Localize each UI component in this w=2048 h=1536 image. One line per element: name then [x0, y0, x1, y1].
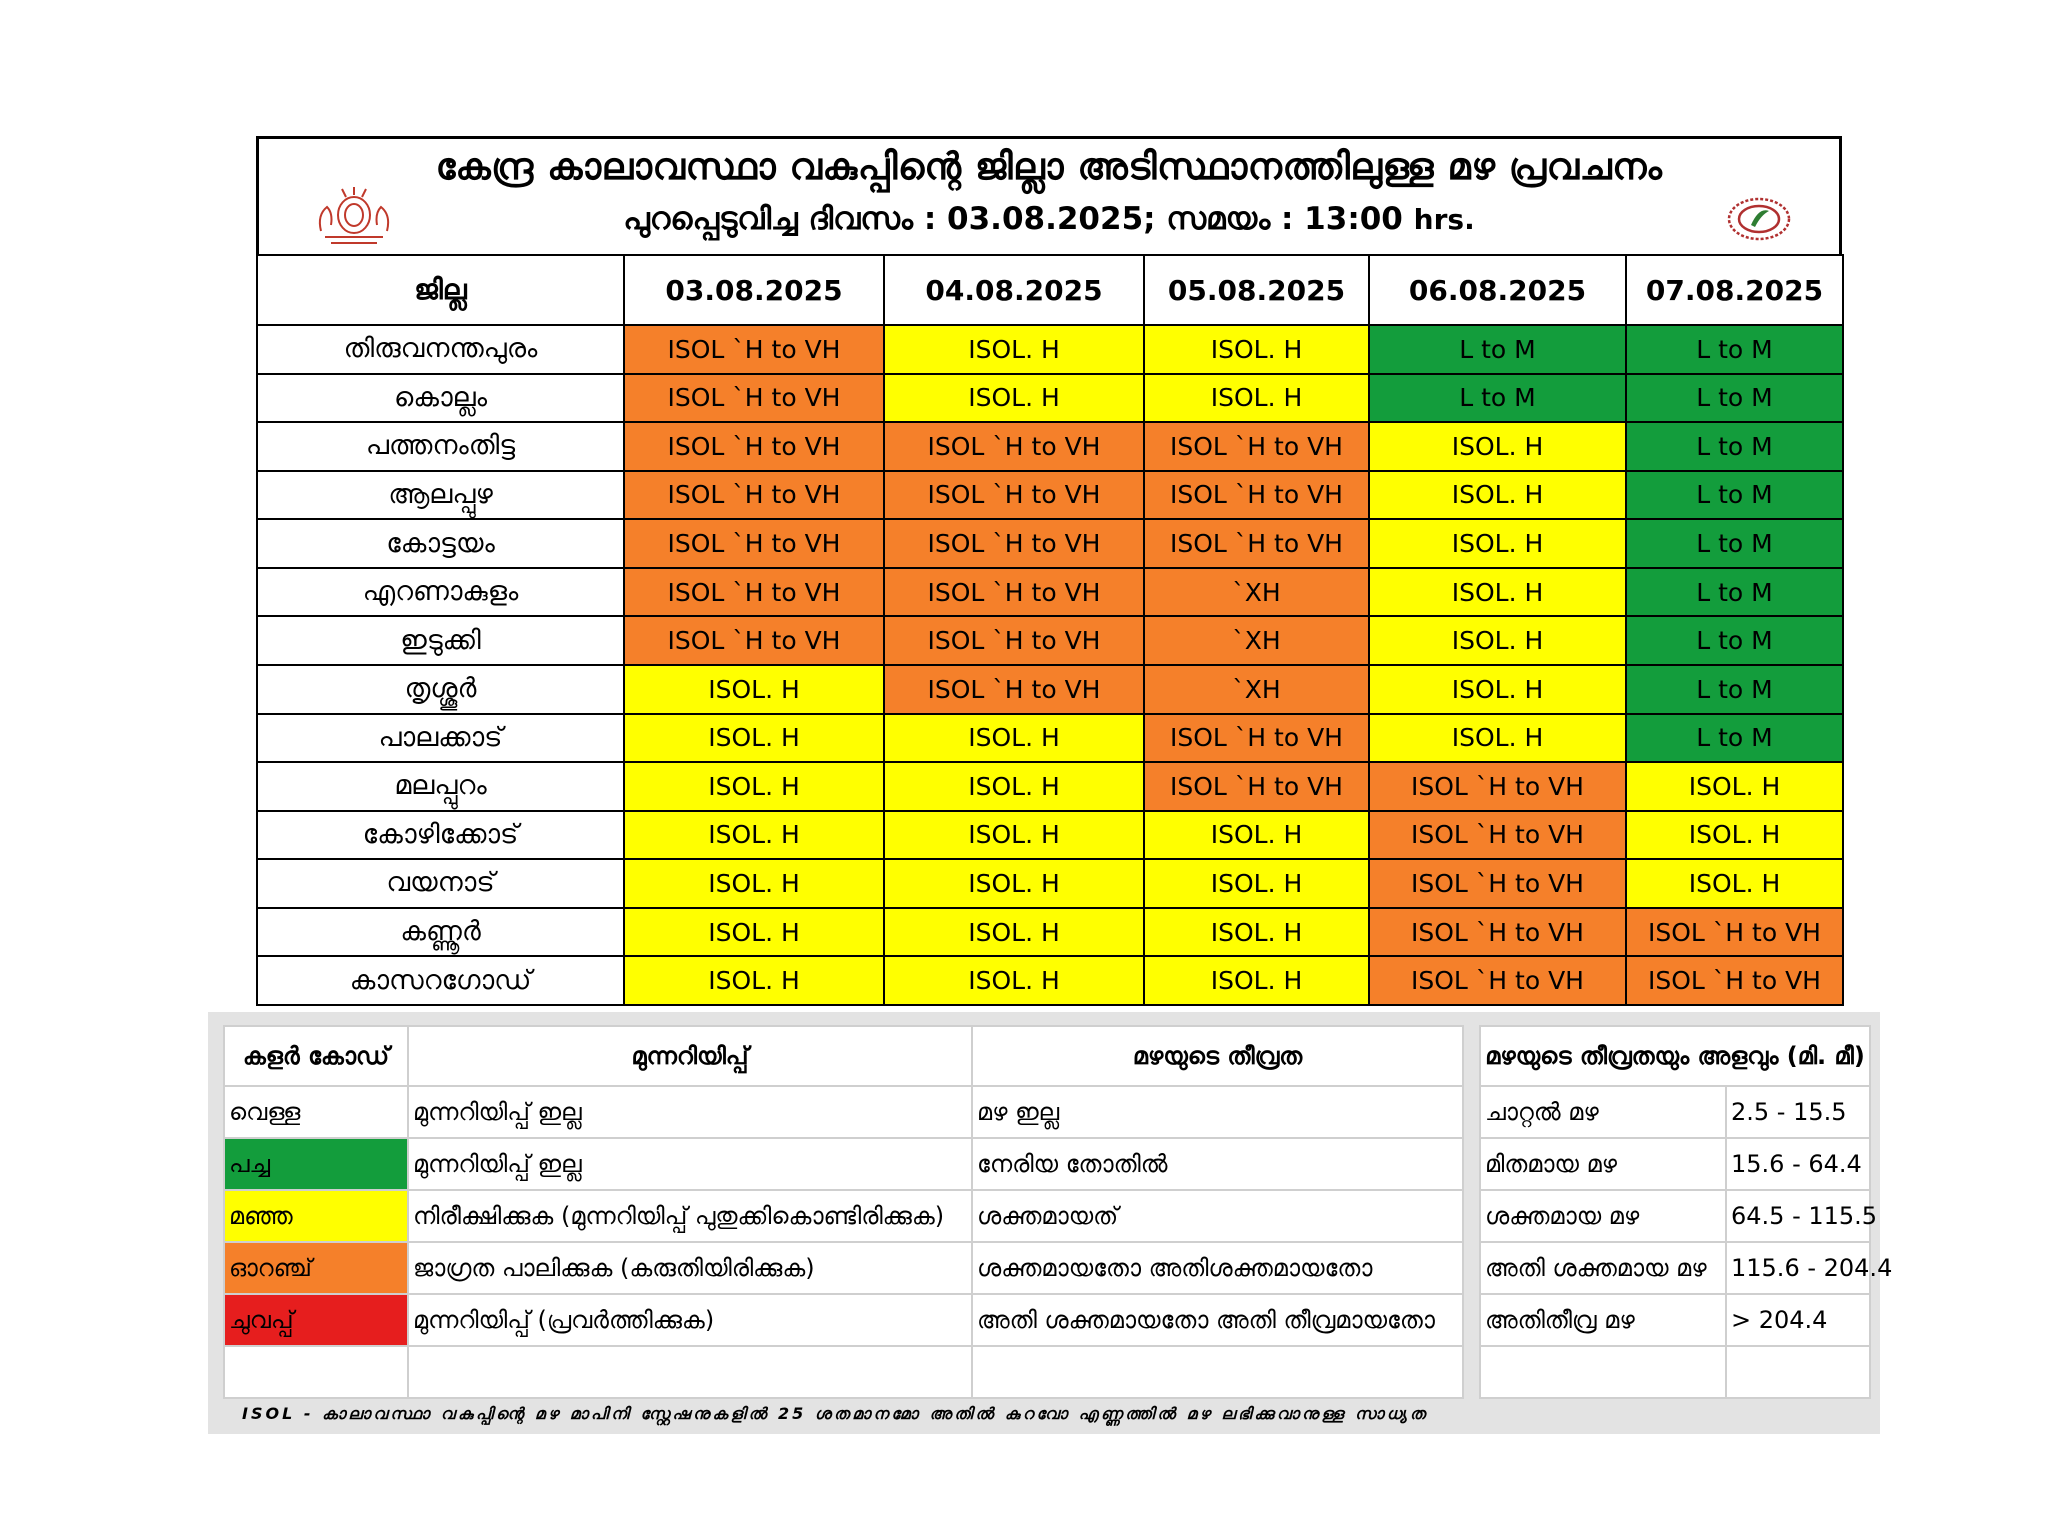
forecast-cell: ISOL `H to VH	[1144, 519, 1369, 568]
color-code-header: കളർ കോഡ്	[224, 1026, 408, 1086]
district-name: വയനാട്	[257, 859, 624, 908]
forecast-cell: ISOL. H	[1626, 762, 1843, 811]
date-column-header: 05.08.2025	[1144, 255, 1369, 325]
forecast-cell: ISOL `H to VH	[624, 374, 884, 423]
forecast-cell: ISOL. H	[1369, 616, 1626, 665]
forecast-cell: ISOL. H	[884, 908, 1144, 957]
forecast-cell: ISOL `H to VH	[884, 665, 1144, 714]
color-code-table	[223, 1025, 1464, 1399]
issue-time-unit: hrs.	[1413, 203, 1475, 236]
warning-text: മുന്നറിയിപ്പ് ഇല്ല	[408, 1138, 972, 1190]
forecast-cell: ISOL `H to VH	[624, 422, 884, 471]
issue-datetime-text: പുറപ്പെടുവിച്ച ദിവസം : 03.08.2025; സമയം : 13:00	[623, 201, 1403, 237]
color-swatch: ചുവപ്പ്	[224, 1294, 408, 1346]
forecast-cell: ISOL. H	[624, 811, 884, 860]
forecast-cell: ISOL. H	[884, 762, 1144, 811]
rain-category: അതി ശക്തമായ മഴ	[1480, 1242, 1726, 1294]
table-row	[257, 811, 1843, 860]
legend-row	[224, 1242, 1463, 1294]
empty-cell	[224, 1346, 408, 1398]
table-row	[257, 762, 1843, 811]
rain-category: മിതമായ മഴ	[1480, 1138, 1726, 1190]
forecast-cell: ISOL. H	[884, 956, 1144, 1005]
rain-range: 15.6 - 64.4	[1726, 1138, 1870, 1190]
table-row	[257, 422, 1843, 471]
table-row	[257, 908, 1843, 957]
date-column-header: 06.08.2025	[1369, 255, 1626, 325]
forecast-cell: ISOL. H	[1144, 811, 1369, 860]
forecast-cell: ISOL `H to VH	[1144, 422, 1369, 471]
district-name: ഇടുക്കി	[257, 616, 624, 665]
rain-range: 2.5 - 15.5	[1726, 1086, 1870, 1138]
forecast-cell: ISOL `H to VH	[1144, 471, 1369, 520]
district-name: എറണാകുളം	[257, 568, 624, 617]
forecast-cell: ISOL `H to VH	[1369, 908, 1626, 957]
intensity-text: ശക്തമായതോ അതിശക്തമായതോ	[972, 1242, 1463, 1294]
rain-category: ചാറ്റൽ മഴ	[1480, 1086, 1726, 1138]
forecast-cell: `XH	[1144, 616, 1369, 665]
forecast-cell: L to M	[1369, 374, 1626, 423]
forecast-cell: ISOL. H	[624, 859, 884, 908]
legend-row	[224, 1086, 1463, 1138]
color-swatch: വെള്ള	[224, 1086, 408, 1138]
forecast-cell: ISOL `H to VH	[884, 519, 1144, 568]
table-row	[257, 714, 1843, 763]
forecast-cell: L to M	[1626, 374, 1843, 423]
rain-range: 115.6 - 204.4	[1726, 1242, 1870, 1294]
forecast-cell: ISOL `H to VH	[1626, 956, 1843, 1005]
color-swatch: പച്ച	[224, 1138, 408, 1190]
forecast-cell: ISOL `H to VH	[624, 471, 884, 520]
forecast-cell: L to M	[1626, 714, 1843, 763]
empty-cell	[1480, 1346, 1726, 1398]
forecast-cell: ISOL. H	[884, 859, 1144, 908]
forecast-header-row	[257, 255, 1843, 325]
forecast-cell: L to M	[1626, 568, 1843, 617]
district-name: കണ്ണൂർ	[257, 908, 624, 957]
amount-empty-row	[1480, 1346, 1870, 1398]
district-name: ആലപ്പുഴ	[257, 471, 624, 520]
forecast-cell: ISOL. H	[1369, 471, 1626, 520]
empty-cell	[1726, 1346, 1870, 1398]
forecast-cell: ISOL. H	[884, 325, 1144, 374]
imd-logo-icon	[1725, 195, 1793, 243]
forecast-cell: ISOL. H	[624, 762, 884, 811]
forecast-cell: L to M	[1626, 471, 1843, 520]
table-row	[257, 519, 1843, 568]
forecast-cell: ISOL. H	[884, 714, 1144, 763]
legend-header-row	[224, 1026, 1463, 1086]
empty-cell	[972, 1346, 1463, 1398]
forecast-cell: ISOL `H to VH	[1369, 811, 1626, 860]
table-row	[257, 568, 1843, 617]
forecast-cell: ISOL. H	[624, 956, 884, 1005]
forecast-cell: ISOL `H to VH	[624, 519, 884, 568]
warning-header: മുന്നറിയിപ്പ്	[408, 1026, 972, 1086]
forecast-cell: ISOL. H	[1144, 859, 1369, 908]
issue-datetime	[259, 201, 1839, 238]
forecast-cell: ISOL `H to VH	[1369, 956, 1626, 1005]
forecast-cell: ISOL `H to VH	[1144, 714, 1369, 763]
warning-text: മുന്നറിയിപ്പ് (പ്രവർത്തിക്കുക)	[408, 1294, 972, 1346]
legend-row	[224, 1190, 1463, 1242]
intensity-text: മഴ ഇല്ല	[972, 1086, 1463, 1138]
empty-cell	[408, 1346, 972, 1398]
forecast-cell: ISOL `H to VH	[1626, 908, 1843, 957]
district-column-header: ജില്ല	[257, 255, 624, 325]
table-row	[257, 471, 1843, 520]
table-row	[257, 859, 1843, 908]
forecast-cell: L to M	[1626, 422, 1843, 471]
amount-row	[1480, 1294, 1870, 1346]
intensity-text: ശക്തമായത്	[972, 1190, 1463, 1242]
forecast-cell: ISOL. H	[1369, 422, 1626, 471]
amount-row	[1480, 1190, 1870, 1242]
amount-header: മഴയുടെ തീവ്രതയും അളവും (മി. മീ)	[1480, 1026, 1870, 1086]
legend-panel	[208, 1012, 1893, 1434]
forecast-cell: ISOL `H to VH	[624, 616, 884, 665]
intensity-text: നേരിയ തോതിൽ	[972, 1138, 1463, 1190]
table-row	[257, 665, 1843, 714]
warning-text: മുന്നറിയിപ്പ് ഇല്ല	[408, 1086, 972, 1138]
table-row	[257, 956, 1843, 1005]
forecast-cell: `XH	[1144, 568, 1369, 617]
forecast-cell: L to M	[1626, 616, 1843, 665]
legend-row	[224, 1294, 1463, 1346]
rain-range: > 204.4	[1726, 1294, 1870, 1346]
forecast-cell: L to M	[1626, 665, 1843, 714]
amount-header-row	[1480, 1026, 1870, 1086]
rainfall-amount-table	[1479, 1025, 1893, 1399]
amount-row	[1480, 1242, 1870, 1294]
forecast-cell: ISOL. H	[624, 665, 884, 714]
amount-row	[1480, 1086, 1870, 1138]
forecast-cell: ISOL. H	[884, 374, 1144, 423]
forecast-cell: L to M	[1626, 325, 1843, 374]
date-column-header: 07.08.2025	[1626, 255, 1843, 325]
table-row	[257, 374, 1843, 423]
forecast-cell: ISOL `H to VH	[884, 471, 1144, 520]
forecast-cell: ISOL. H	[1369, 568, 1626, 617]
date-column-header: 03.08.2025	[624, 255, 884, 325]
color-swatch: ഓറഞ്ച്	[224, 1242, 408, 1294]
warning-text: നിരീക്ഷിക്കുക (മുന്നറിയിപ്പ് പുതുക്കികൊണ്ടിരിക്കുക)	[408, 1190, 972, 1242]
forecast-cell: ISOL. H	[884, 811, 1144, 860]
forecast-cell: ISOL. H	[1369, 714, 1626, 763]
color-swatch: മഞ്ഞ	[224, 1190, 408, 1242]
forecast-table	[256, 254, 1844, 1006]
district-name: തൃശ്ശൂർ	[257, 665, 624, 714]
forecast-cell: ISOL. H	[1144, 374, 1369, 423]
forecast-cell: ISOL. H	[1369, 665, 1626, 714]
table-row	[257, 325, 1843, 374]
district-name: മലപ്പുറം	[257, 762, 624, 811]
isol-footnote: ISOL - കാലാവസ്ഥാ വകുപ്പിന്റെ മഴ മാപിനി സ്റ്റേഷനുകളിൽ 25 ശതമാനമോ അതിൽ കുറവോ എണ്ണത്തിൽ മഴ ലഭിക്കുവാനുള്ള സാധ്യത	[242, 1404, 1429, 1423]
forecast-cell: ISOL `H to VH	[884, 616, 1144, 665]
legend-empty-row	[224, 1346, 1463, 1398]
legend-row	[224, 1138, 1463, 1190]
rain-category: ശക്തമായ മഴ	[1480, 1190, 1726, 1242]
report-header	[256, 136, 1842, 254]
district-name: തിരുവനന്തപുരം	[257, 325, 624, 374]
district-name: പാലക്കാട്	[257, 714, 624, 763]
table-row	[257, 616, 1843, 665]
forecast-cell: ISOL. H	[1144, 956, 1369, 1005]
forecast-cell: ISOL `H to VH	[1144, 762, 1369, 811]
forecast-cell: ISOL. H	[624, 714, 884, 763]
forecast-cell: ISOL. H	[624, 908, 884, 957]
forecast-cell: ISOL `H to VH	[884, 422, 1144, 471]
district-name: കോട്ടയം	[257, 519, 624, 568]
forecast-cell: ISOL `H to VH	[624, 325, 884, 374]
forecast-cell: `XH	[1144, 665, 1369, 714]
forecast-cell: ISOL. H	[1144, 325, 1369, 374]
district-name: പത്തനംതിട്ട	[257, 422, 624, 471]
forecast-cell: ISOL. H	[1626, 811, 1843, 860]
amount-body	[1480, 1086, 1893, 1398]
district-name: കോഴിക്കോട്	[257, 811, 624, 860]
color-code-body	[224, 1086, 1463, 1398]
district-name: കാസറഗോഡ്	[257, 956, 624, 1005]
forecast-cell: ISOL. H	[1626, 859, 1843, 908]
date-column-header: 04.08.2025	[884, 255, 1144, 325]
forecast-body	[257, 325, 1843, 1005]
rain-range: 64.5 - 115.5	[1726, 1190, 1870, 1242]
amount-row	[1480, 1138, 1870, 1190]
intensity-text: അതി ശക്തമായതോ അതി തീവ്രമായതോ	[972, 1294, 1463, 1346]
intensity-header: മഴയുടെ തീവ്രത	[972, 1026, 1463, 1086]
forecast-cell: L to M	[1626, 519, 1843, 568]
forecast-cell: ISOL. H	[1369, 519, 1626, 568]
forecast-cell: ISOL `H to VH	[624, 568, 884, 617]
report-title: കേന്ദ്ര കാലാവസ്ഥാ വകുപ്പിന്റെ ജില്ലാ അടിസ്ഥാനത്തിലുള്ള മഴ പ്രവചനം	[435, 145, 1663, 188]
forecast-cell: ISOL `H to VH	[1369, 859, 1626, 908]
forecast-cell: ISOL `H to VH	[1369, 762, 1626, 811]
forecast-cell: L to M	[1369, 325, 1626, 374]
forecast-cell: ISOL. H	[1144, 908, 1369, 957]
district-name: കൊല്ലം	[257, 374, 624, 423]
rain-category: അതിതീവ്ര മഴ	[1480, 1294, 1726, 1346]
forecast-cell: ISOL `H to VH	[884, 568, 1144, 617]
warning-text: ജാഗ്രത പാലിക്കുക (കരുതിയിരിക്കുക)	[408, 1242, 972, 1294]
